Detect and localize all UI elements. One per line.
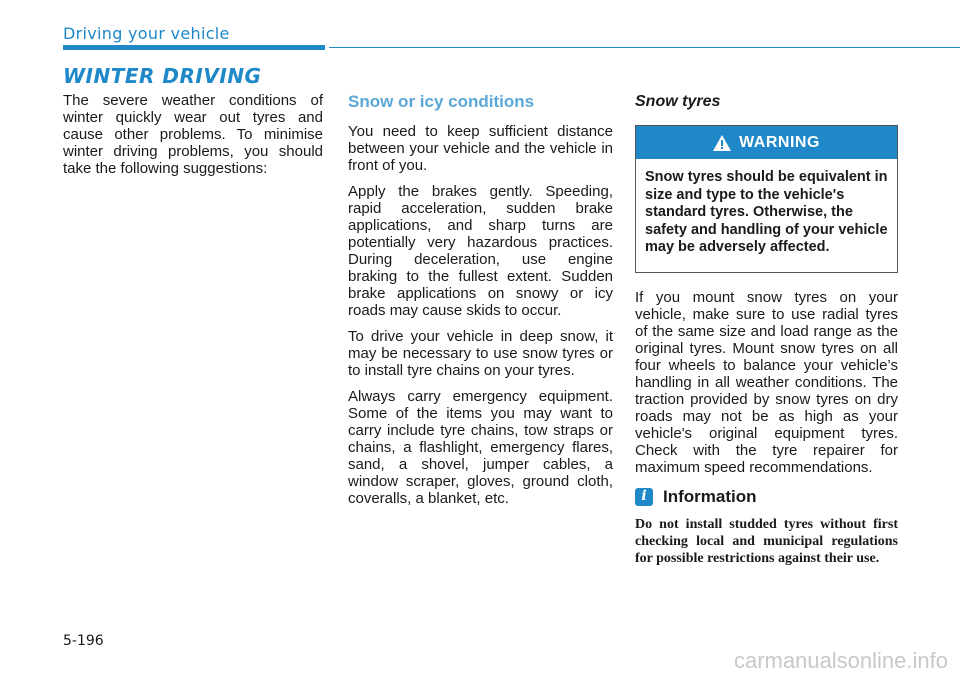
warning-text: Snow tyres should be equivalent in size and type to the vehicle's standard tyres. Otherwise, the safety and handling of your vehicle may be adversely affected. bbox=[645, 169, 888, 255]
snow-icy-heading: Snow or icy conditions bbox=[348, 92, 535, 111]
warning-header bbox=[636, 126, 897, 159]
watermark: carmanualsonline.info bbox=[733, 648, 948, 673]
information-title: Information bbox=[663, 487, 757, 506]
column-snow-icy bbox=[348, 92, 613, 516]
header-rule-thin bbox=[329, 47, 960, 48]
snow-tyres-heading: Snow tyres bbox=[635, 93, 721, 110]
column-intro bbox=[63, 92, 323, 186]
header-rule-thick bbox=[63, 45, 325, 50]
information-text: Do not install studded tyres without first checking local and municipal regulations for possible restrictions against their use. bbox=[635, 516, 898, 566]
paragraph: Apply the brakes gently. Speeding, rapid acceleration, sudden brake applications, and sharp turns are potentially very hazardous practices. During deceleration, use engine braking to the fullest extent. Sudden brake applications on snowy or icy roads may cause skids to occur. bbox=[348, 183, 613, 319]
info-icon: i bbox=[635, 488, 653, 506]
paragraph: You need to keep sufficient distance between your vehicle and the vehicle in front of you. bbox=[348, 123, 613, 174]
chapter-title: WINTER DRIVING bbox=[63, 64, 262, 88]
intro-paragraph: The severe weather conditions of winter quickly wear out tyres and cause other problems. To minimise winter driving problems, you should take the following suggestions: bbox=[63, 92, 323, 177]
paragraph: To drive your vehicle in deep snow, it may be necessary to use snow tyres or to install tyre chains on your tyres. bbox=[348, 328, 613, 379]
information-header bbox=[635, 488, 898, 506]
warning-label: WARNING bbox=[739, 134, 820, 151]
section-title: Driving your vehicle bbox=[63, 24, 230, 43]
warning-box bbox=[635, 125, 898, 273]
column-snow-tyres bbox=[635, 92, 898, 567]
warning-triangle-icon bbox=[713, 135, 731, 151]
snow-tyres-body: If you mount snow tyres on your vehicle, make sure to use radial tyres of the same size and load range as the original tyres. Mount snow tyres on all four wheels to balance your vehicle’s handling in all weather conditions. The traction provided by snow tyres on dry roads may not be as high as your vehicle's original equipment tyres. Check with the tyre repairer for maximum speed recommendations. bbox=[635, 288, 898, 476]
paragraph: Always carry emergency equipment. Some of the items you may want to carry include tyre chains, tow straps or chains, a flashlight, emergency flares, sand, a shovel, jumper cables, a window scraper, gloves, ground cloth, coveralls, a blanket, etc. bbox=[348, 388, 613, 507]
page-number: 5-196 bbox=[63, 633, 104, 649]
